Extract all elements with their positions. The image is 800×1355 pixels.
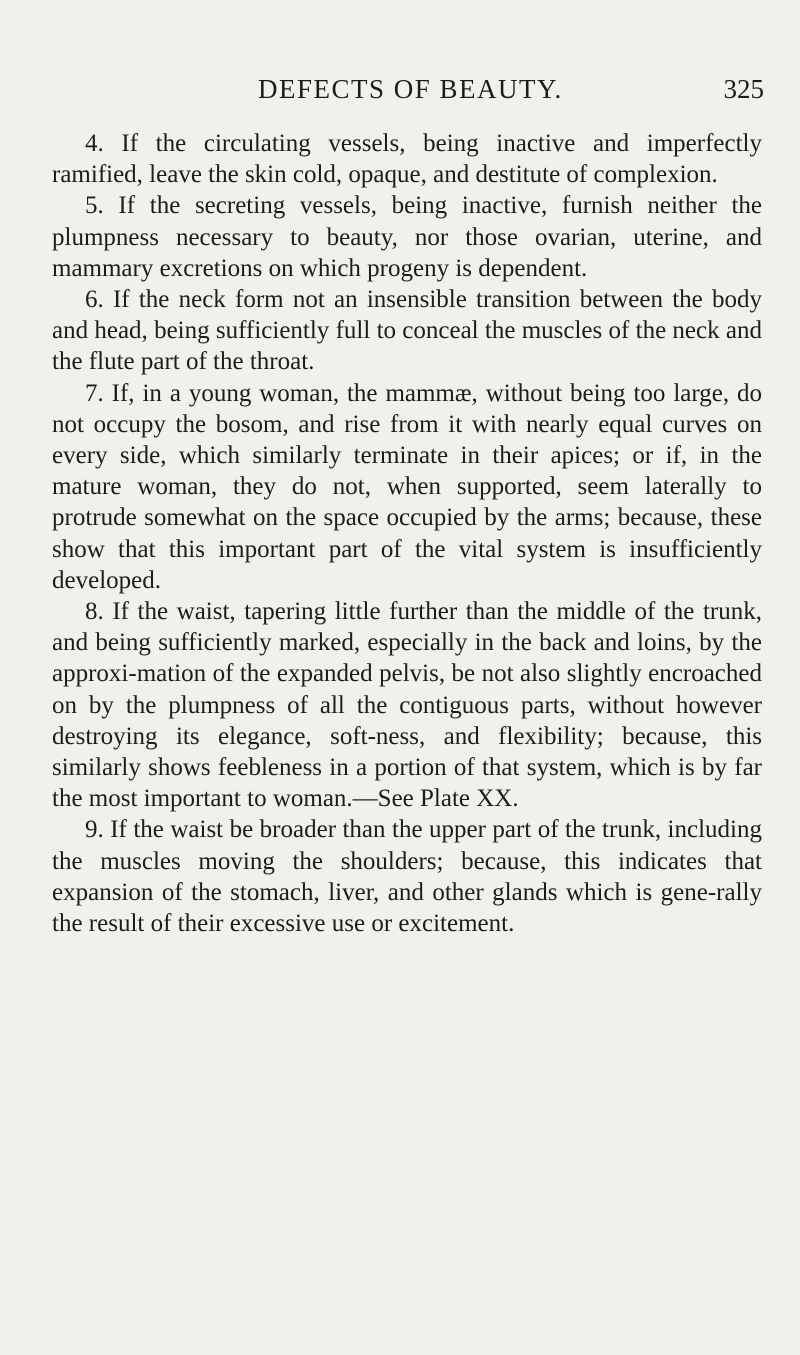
paragraph-item-8: 8. If the waist, tapering little further than the middle of the trunk, and being sufficiently marked, especially in the back and loins, by the approxi-mation of the expanded pelvis, be not also slightly encroached on by the plumpness of all the contiguous parts, without however destroying its elegance, soft-ness, and flexibility; because, this similarly shows feebleness in a portion of that system, which is by far the most important to woman.—See Plate XX. [52,598,762,813]
page-number: 325 [723,74,764,104]
running-title: DEFECTS OF BEAUTY. [258,74,563,104]
paragraph-item-6: 6. If the neck form not an insensible transition between the body and head, being sufficiently full to conceal the muscles of the neck and the flute part of the throat. [52,286,762,376]
paragraph-item-5: 5. If the secreting vessels, being inactive, furnish neither the plumpness necessary to beauty, nor those ovarian, uterine, and mammary excretions on which progeny is dependent. [52,192,762,282]
paragraph-item-4: 4. If the circulating vessels, being inactive and imperfectly ramified, leave the skin cold, opaque, and destitute of complexion. [52,130,762,189]
page-body [52,128,762,939]
paragraph-item-7: 7. If, in a young woman, the mammæ, without being too large, do not occupy the bosom, and rise from it with nearly equal curves on every side, which similarly terminate in their apices; or if, in the mature woman, they do not, when supported, seem laterally to protrude somewhat on the space occupied by the arms; because, these show that this important part of the vital system is insufficiently developed. [52,379,762,594]
paragraph-item-9: 9. If the waist be broader than the upper part of the trunk, including the muscles moving the shoulders; because, this indicates that expansion of the stomach, liver, and other glands which is gene-rally the result of their excessive use or excitement. [52,816,762,938]
